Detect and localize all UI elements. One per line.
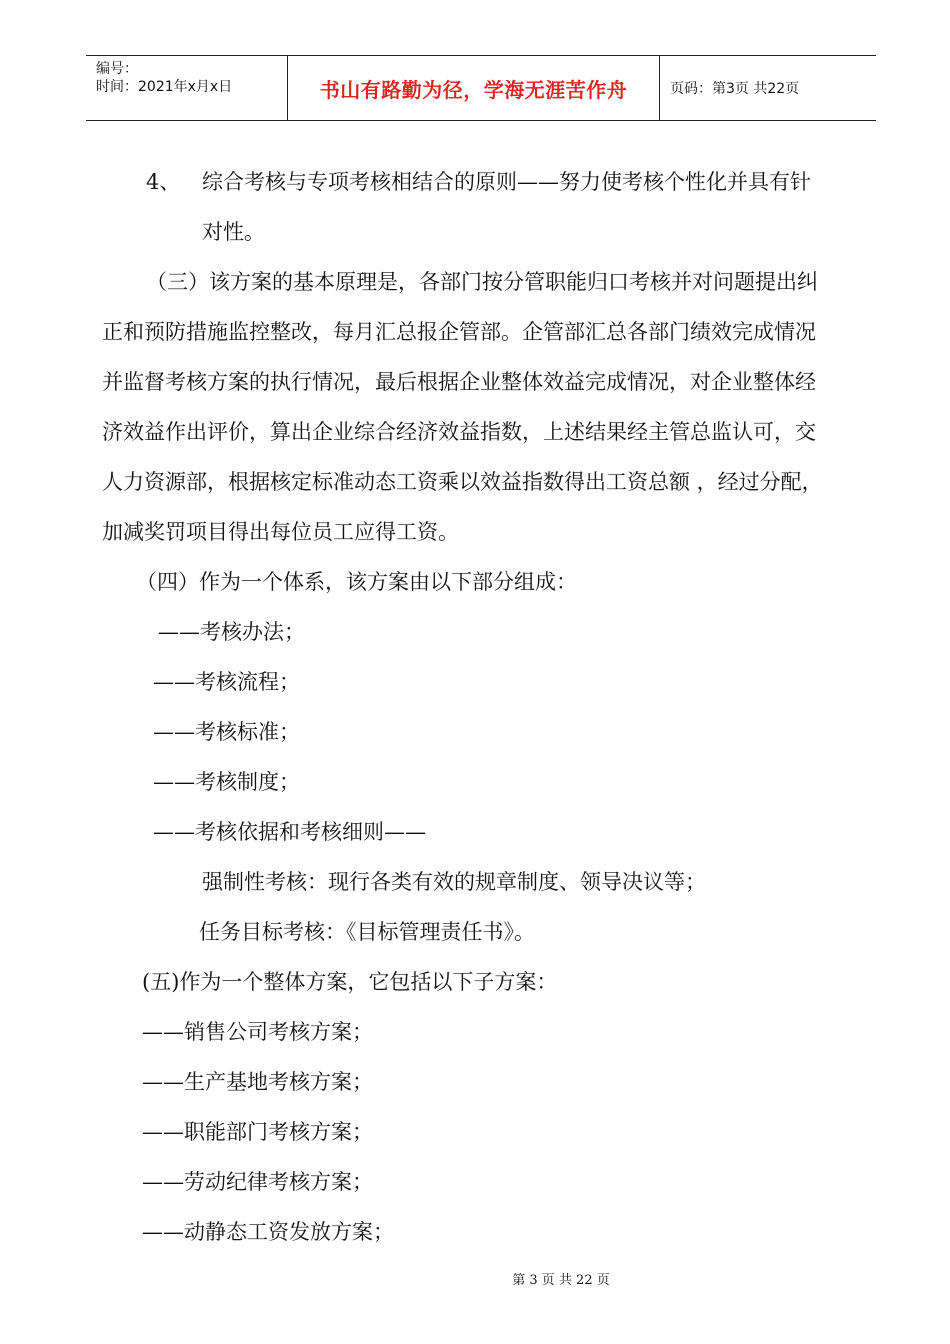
item4-number: 4、	[146, 170, 181, 194]
list-item: ——生产基地考核方案；	[142, 1070, 373, 1094]
para3-line: 并监督考核方案的执行情况，最后根据企业整体效益完成情况，对企业整体经	[102, 370, 816, 394]
para3-line: 济效益作出评价，算出企业综合经济效益指数，上述结果经主管总监认可，交	[102, 420, 816, 444]
list-item: ——销售公司考核方案；	[142, 1020, 373, 1044]
list-item: ——考核流程；	[153, 670, 300, 694]
footer-page-number: 第 3 页 共 22 页	[512, 1273, 610, 1288]
list-item: ——考核标准；	[153, 720, 300, 744]
page-footer	[0, 1269, 950, 1288]
number-label: 编号：	[96, 61, 138, 77]
para3-line: 正和预防措施监控整改，每月汇总报企管部。企管部汇总各部门绩效完成情况	[102, 320, 816, 344]
document-header	[86, 55, 876, 121]
list-item: ——考核制度；	[153, 770, 300, 794]
list-item: ——考核办法；	[158, 620, 305, 644]
date-label: 时间：2021年x月x日	[96, 79, 233, 95]
item4-line: 综合考核与专项考核相结合的原则——努力使考核个性化并具有针	[202, 170, 811, 194]
list-item: ——考核依据和考核细则——	[153, 820, 426, 844]
para5-intro: (五)作为一个整体方案，它包括以下子方案：	[142, 970, 558, 994]
header-motto: 书山有路勤为径，学海无涯苦作舟	[288, 56, 660, 120]
para4-intro: （四）作为一个体系，该方案由以下部分组成：	[136, 570, 577, 594]
para3-line: 加减奖罚项目得出每位员工应得工资。	[102, 520, 459, 544]
header-page-info: 页码：第3页 共22页	[670, 81, 800, 97]
sub-item: 强制性考核：现行各类有效的规章制度、领导决议等；	[202, 870, 706, 894]
sub-item: 任务目标考核：《目标管理责任书》。	[199, 920, 535, 944]
list-item: ——动静态工资发放方案；	[142, 1220, 394, 1244]
list-item: ——劳动纪律考核方案；	[142, 1170, 373, 1194]
para3-line: 人力资源部，根据核定标准动态工资乘以效益指数得出工资总额 ，经过分配，	[102, 470, 823, 494]
list-item: ——职能部门考核方案；	[142, 1120, 373, 1144]
para3-line: （三）该方案的基本原理是，各部门按分管职能归口考核并对问题提出纠	[146, 270, 818, 294]
item4-line: 对性。	[202, 220, 265, 244]
header-meta	[86, 56, 288, 120]
